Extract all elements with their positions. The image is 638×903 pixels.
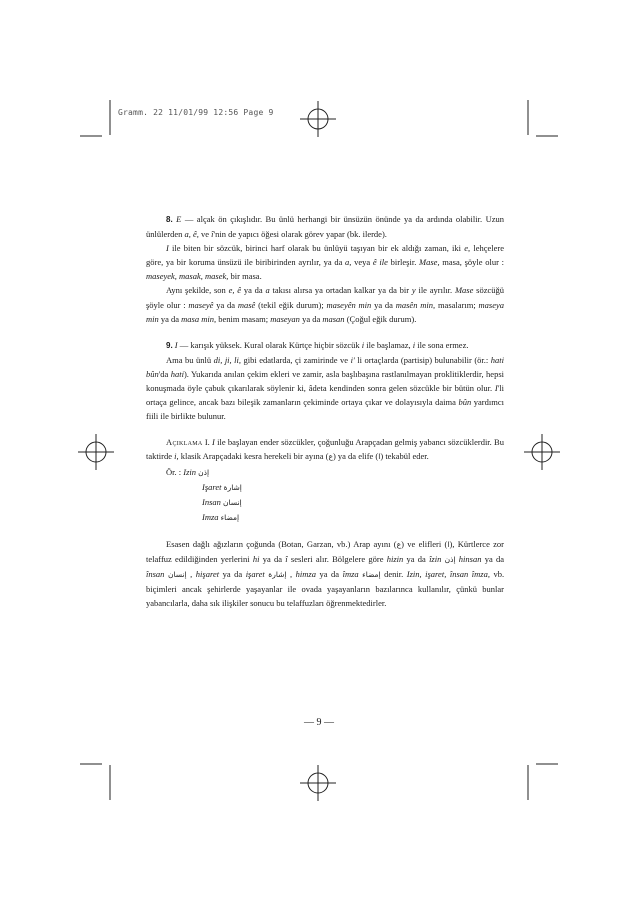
example-row: Imza إمضاء — [202, 511, 240, 522]
paragraph-final-e: Aynı şekilde, son e, ê ya da a takısı alırsa ya ortadan kalkar ya da bir y ile ayrılır. Mase sözcüğü şöyle olur : maseyê ya da masê (tekil eğik durum); maseyên min ya da masên min, masalarım; maseya min ya da masa min, benim masam; maseyan ya da masan (Çoğul eğik durum). — [146, 285, 505, 324]
registration-mark-right — [524, 434, 560, 470]
paragraph-i-usage: Ama bu ünlü di, ji, li, gibi edatlarda, çi zamirinde ve i' li ortaçlarda (partisip) bulunabilir (ör.: hati bûn'da hati). Yukarıda anılan çekim ekleri ve zamir, asla başlıbaşına rastlanılmayan proklitiklerdir, hepsi konuşmada öyle çabuk çıkarılarak söylenir ki, âdeta kendinden sonra gelen sözcükle bir bütün olur. I'li ortaça gelince, ancak bazı bileşik zamanların çekiminde ortaya çıkar ve dolayısıyla daima bûn yardımcı fiili ile birlikte bulunur. — [146, 354, 504, 422]
example-list — [146, 465, 504, 525]
registration-mark-bottom — [300, 765, 336, 801]
paragraph-explanation: Açıklama I. I ile başlayan ender sözcükler, çoğunluğu Arapçadan gelmiş yabancı sözcüklerdir. Bu taktirde i, klasik Arapçadaki kesra herekeli bir ayına (ع) ya da elife (ا) tekabül eder. — [146, 437, 504, 462]
slug-line: Gramm. 22 11/01/99 12:56 Page 9 — [118, 108, 274, 117]
registration-mark-top — [300, 101, 336, 137]
page-number: — 9 — — [304, 717, 334, 728]
example-row: Insan إنسان — [202, 496, 242, 507]
example-row: Işaret إشارة — [202, 481, 242, 492]
example-row: Ör. : Izin إذن — [166, 466, 210, 477]
example-label: Ör. : — [166, 466, 182, 477]
paragraph-i-vowel: 9. I — karışık yüksek. Kural olarak Kürtçe hiçbir sözcük i ile başlamaz, i ile sona ermez. — [166, 339, 469, 350]
paragraph-e-suffix: I ile biten bir sözcük, birinci harf olarak bu ünlüyü taşıyan bir ek aldığı zaman, iki e, lehçelere göre, ya bir koruma ünsüzü ile biribirinden ayrılır, ya da a, veya ê ile birleşir. Mase, masa, şöyle olur : maseyek, masak, masek, bir masa. — [146, 243, 505, 282]
paragraph-e-vowel: 8. E — alçak ön çıkışlıdır. Bu ünlü herhangi bir ünsüzün önünde ya da ardında olabilir. Uzun ünlülerden a, ê, ve î'nin de yapıcı öğesi olarak görev yapar (bk. ilerde). — [146, 214, 504, 240]
paragraph-dialects: Esasen dağlı ağızların çoğunda (Botan, Garzan, vb.) Arap ayını (ع) ve elifleri (ا), Kürtlerce zor telaffuz edildiğinden yerlerini hi ya da î sesleri alır. Bölgelere göre hizin ya da îzin إذن hinsan ya da însan إنسان , hişaret ya da işaret إشارة , himza ya da îmza إمضاء denir. Izin, işaret, însan îmza, vb. biçimleri ancak şehirlerde yaşayanlar ile ovada yaşayanların bazılarınca kullanılır, çünkü bunlar yabancılarla, daha sık ilişkiler sonucu bu telaffuzları öğrenmektedirler. — [146, 538, 505, 609]
page-body — [146, 212, 504, 610]
registration-mark-left — [78, 434, 114, 470]
